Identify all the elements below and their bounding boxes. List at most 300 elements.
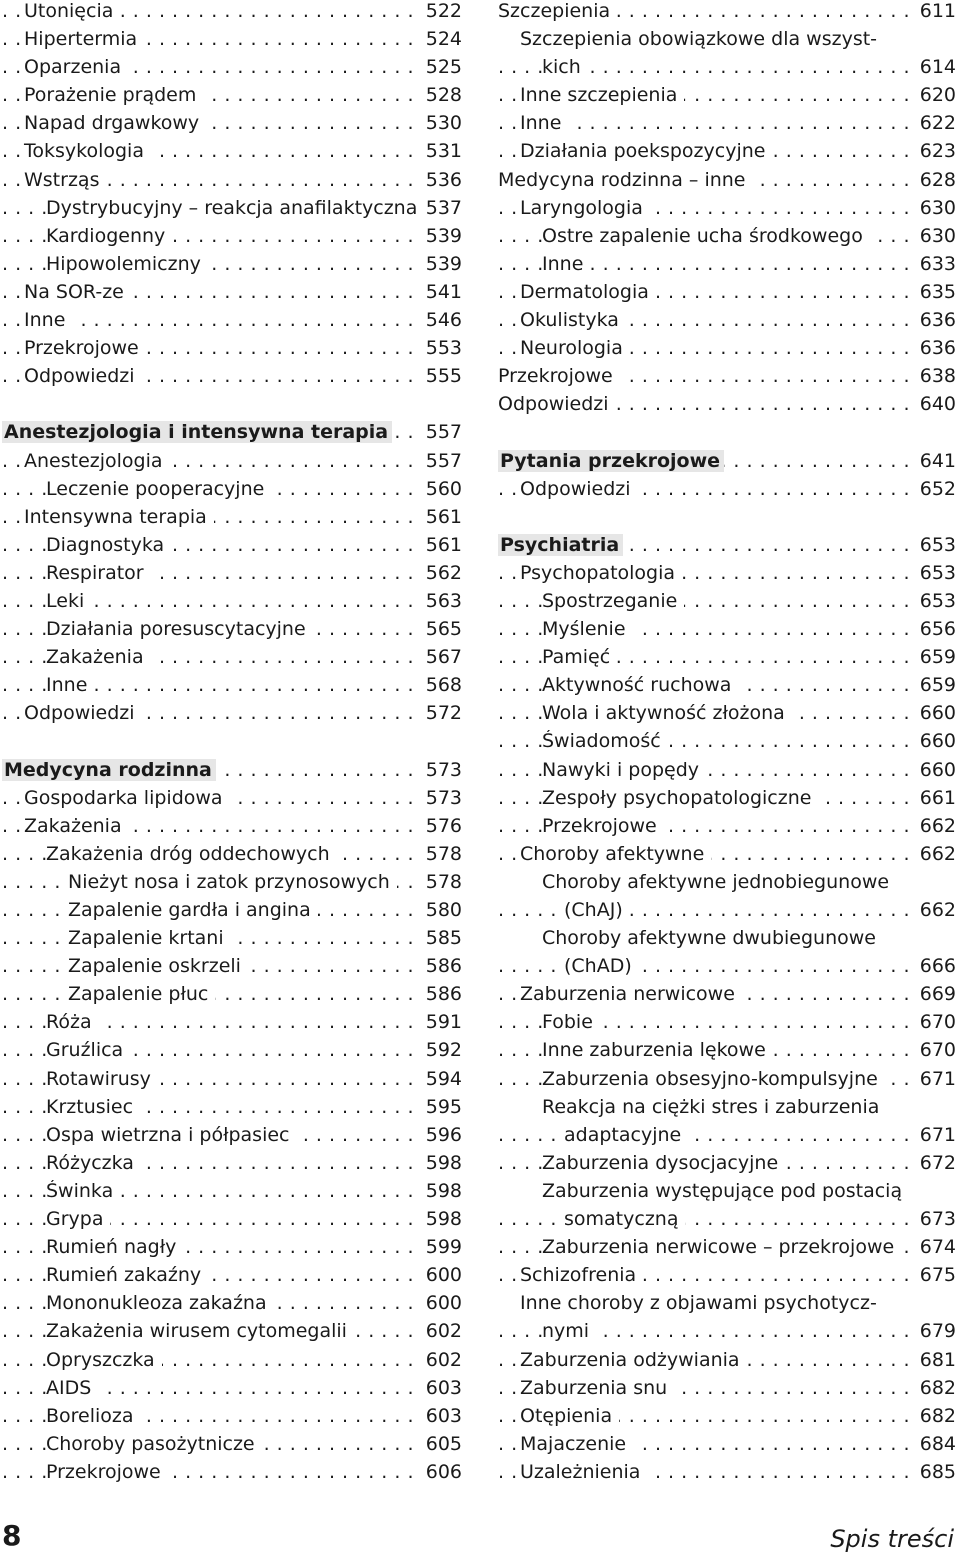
toc-entry	[498, 590, 956, 618]
entry-page-number: 666	[913, 955, 956, 977]
entry-title: adaptacyjne	[564, 1124, 688, 1146]
entry-title: Borelioza	[46, 1405, 141, 1427]
entry-page-number: 653	[913, 590, 956, 612]
toc-entry	[2, 506, 462, 534]
entry-title: Ospa wietrzna i półpasiec	[46, 1124, 296, 1146]
toc-entry	[2, 1349, 462, 1377]
toc-entry	[498, 787, 956, 815]
entry-page-number: 603	[419, 1405, 462, 1427]
chapter-title: Psychiatria	[498, 534, 623, 556]
toc-entry	[498, 393, 956, 421]
entry-title: kich	[542, 56, 588, 78]
entry-title: Zaburzenia nerwicowe – przekrojowe	[542, 1236, 901, 1258]
entry-page-number: 636	[913, 337, 956, 359]
toc-entry	[2, 140, 462, 168]
toc-entry	[2, 197, 462, 225]
entry-title: Róża	[46, 1011, 99, 1033]
toc-entry	[2, 28, 462, 56]
toc-entry	[498, 197, 956, 225]
entry-title: Gospodarka lipidowa	[24, 787, 230, 809]
running-head: Spis treści	[830, 1525, 954, 1553]
entry-title: Zakażenia	[46, 646, 151, 668]
entry-title: Przekrojowe	[46, 1461, 168, 1483]
entry-title: Majaczenie	[520, 1433, 633, 1455]
entry-page-number: 673	[913, 1208, 956, 1230]
toc-entry	[2, 1264, 462, 1292]
entry-title: Rumień nagły	[46, 1236, 183, 1258]
entry-title: Zaburzenia odżywiania	[520, 1349, 747, 1371]
entry-title: Zaburzenia dysocjacyjne	[542, 1152, 785, 1174]
toc-entry	[2, 1236, 462, 1264]
entry-title: Opryszczka	[46, 1349, 162, 1371]
entry-title: Zespoły psychopatologiczne	[542, 787, 818, 809]
entry-page-number: 561	[419, 506, 462, 528]
toc-entry	[498, 1320, 956, 1348]
entry-page-number: 660	[913, 730, 956, 752]
entry-title: (ChAJ)	[564, 899, 630, 921]
toc-entry	[498, 1292, 956, 1320]
entry-page-number: 565	[419, 618, 462, 640]
entry-page-number: 525	[419, 56, 462, 78]
toc-entry	[498, 365, 956, 393]
entry-page-number: 628	[913, 169, 956, 191]
entry-page-number: 659	[913, 674, 956, 696]
entry-title: Zakażenia wirusem cytomegalii	[46, 1320, 354, 1342]
toc-entry	[498, 899, 956, 927]
entry-title: Respirator	[46, 562, 151, 584]
toc-entry	[498, 169, 956, 197]
toc-entry	[498, 674, 956, 702]
entry-page-number: 640	[913, 393, 956, 415]
entry-page-number: 541	[419, 281, 462, 303]
toc-entry	[2, 815, 462, 843]
entry-title: Zaburzenia snu	[520, 1377, 674, 1399]
entry-title: Leczenie pooperacyjne	[46, 478, 271, 500]
toc-entry	[2, 702, 462, 730]
entry-title: Wstrząs	[24, 169, 106, 191]
toc-entry	[2, 1208, 462, 1236]
entry-title: Toksykologia	[24, 140, 151, 162]
entry-page-number: 557	[419, 450, 462, 472]
toc-entry	[2, 618, 462, 646]
entry-page-number: 605	[419, 1433, 462, 1455]
entry-title: Reakcja na ciężki stres i zaburzenia	[542, 1096, 886, 1118]
entry-page-number: 620	[913, 84, 956, 106]
entry-title: Dermatologia	[520, 281, 656, 303]
entry-title: Zaburzenia występujące pod postacią	[542, 1180, 909, 1202]
entry-title: Choroby afektywne dwubiegunowe	[542, 927, 883, 949]
entry-title: Schizofrenia	[520, 1264, 643, 1286]
entry-title: Choroby pasożytnicze	[46, 1433, 262, 1455]
entry-title: Fobie	[542, 1011, 600, 1033]
entry-page-number: 614	[913, 56, 956, 78]
entry-title: Leki	[46, 590, 91, 612]
toc-entry	[2, 787, 462, 815]
entry-page-number: 599	[419, 1236, 462, 1258]
entry-title: Odpowiedzi	[24, 702, 142, 724]
entry-page-number: 630	[913, 225, 956, 247]
toc-entry	[498, 84, 956, 112]
entry-page-number: 674	[913, 1236, 956, 1258]
entry-title: Oparzenia	[24, 56, 128, 78]
entry-title: Inne	[520, 112, 568, 134]
toc-entry	[2, 1152, 462, 1180]
entry-title: Przekrojowe	[24, 337, 146, 359]
entry-page-number: 669	[913, 983, 956, 1005]
entry-title: Intensywna terapia	[24, 506, 214, 528]
toc-entry	[498, 1461, 956, 1489]
entry-page-number: 660	[913, 759, 956, 781]
entry-title: Uzależnienia	[520, 1461, 647, 1483]
entry-page-number: 563	[419, 590, 462, 612]
toc-entry	[2, 84, 462, 112]
toc-entry	[498, 1039, 956, 1067]
entry-page-number: 553	[419, 337, 462, 359]
toc-entry	[498, 1208, 956, 1236]
entry-page-number: 682	[913, 1405, 956, 1427]
entry-page-number: 567	[419, 646, 462, 668]
entry-page-number: 672	[913, 1152, 956, 1174]
entry-page-number: 660	[913, 702, 956, 724]
entry-title: Myślenie	[542, 618, 633, 640]
entry-page-number: 557	[419, 421, 462, 443]
toc-entry	[498, 253, 956, 281]
entry-title: Inne zaburzenia lękowe	[542, 1039, 773, 1061]
entry-page-number: 585	[419, 927, 462, 949]
entry-page-number: 546	[419, 309, 462, 331]
toc-entry	[498, 1405, 956, 1433]
toc-entry	[2, 1096, 462, 1124]
entry-page-number: 586	[419, 983, 462, 1005]
toc-entry	[498, 1377, 956, 1405]
toc-entry	[498, 618, 956, 646]
toc-entry	[498, 1152, 956, 1180]
entry-page-number: 572	[419, 702, 462, 724]
entry-page-number: 576	[419, 815, 462, 837]
entry-page-number: 641	[913, 450, 956, 472]
entry-page-number: 531	[419, 140, 462, 162]
entry-title: Porażenie prądem	[24, 84, 203, 106]
entry-page-number: 633	[913, 253, 956, 275]
toc-entry	[2, 56, 462, 84]
entry-title: Rotawirusy	[46, 1068, 158, 1090]
entry-page-number: 522	[419, 0, 462, 22]
entry-page-number: 670	[913, 1039, 956, 1061]
entry-page-number: 662	[913, 843, 956, 865]
entry-title: Neurologia	[520, 337, 630, 359]
entry-title: Inne	[542, 253, 590, 275]
page-number: 8	[2, 1519, 22, 1552]
entry-title: Choroby afektywne	[520, 843, 711, 865]
toc-entry	[498, 815, 956, 843]
entry-page-number: 562	[419, 562, 462, 584]
toc-entry	[2, 478, 462, 506]
toc-entry	[2, 955, 462, 983]
entry-title: Gruźlica	[46, 1039, 130, 1061]
entry-title: Hipertermia	[24, 28, 144, 50]
toc-entry	[2, 1433, 462, 1461]
toc-entry	[498, 702, 956, 730]
entry-title: Odpowiedzi	[520, 478, 638, 500]
entry-page-number: 539	[419, 253, 462, 275]
toc-chapter-entry	[2, 759, 462, 787]
entry-title: Działania poresuscytacyjne	[46, 618, 313, 640]
toc-entry	[2, 450, 462, 478]
entry-title: Psychopatologia	[520, 562, 682, 584]
toc-entry	[498, 871, 956, 899]
entry-page-number: 606	[419, 1461, 462, 1483]
entry-title: Inne	[46, 674, 94, 696]
entry-title: Grypa	[46, 1208, 110, 1230]
toc-chapter-entry	[2, 421, 462, 449]
toc-entry	[2, 871, 462, 899]
entry-page-number: 670	[913, 1011, 956, 1033]
entry-title: Medycyna rodzinna – inne	[498, 169, 753, 191]
toc-entry	[498, 955, 956, 983]
entry-page-number: 675	[913, 1264, 956, 1286]
entry-title: Okulistyka	[520, 309, 626, 331]
entry-title: Zapalenie oskrzeli	[68, 955, 248, 977]
entry-title: Kardiogenny	[46, 225, 172, 247]
toc-entry	[498, 927, 956, 955]
toc-entry	[2, 983, 462, 1011]
entry-title: Nieżyt nosa i zatok przynosowych	[68, 871, 397, 893]
toc-entry	[498, 1236, 956, 1264]
entry-page-number: 561	[419, 534, 462, 556]
entry-title: Hipowolemiczny	[46, 253, 208, 275]
entry-title: Nawyki i popędy	[542, 759, 706, 781]
entry-title: Napad drgawkowy	[24, 112, 206, 134]
entry-page-number: 659	[913, 646, 956, 668]
toc-entry	[2, 1011, 462, 1039]
entry-title: Krztusiec	[46, 1096, 140, 1118]
entry-page-number: 652	[913, 478, 956, 500]
entry-title: Szczepienia obowiązkowe dla wszyst-	[520, 28, 884, 50]
entry-page-number: 580	[419, 899, 462, 921]
entry-title: Pamięć	[542, 646, 617, 668]
toc-entry	[498, 28, 956, 56]
toc-entry	[498, 225, 956, 253]
toc-entry	[498, 309, 956, 337]
entry-title: Przekrojowe	[498, 365, 620, 387]
entry-title: Na SOR-ze	[24, 281, 131, 303]
toc-entry	[2, 225, 462, 253]
entry-page-number: 635	[913, 281, 956, 303]
toc-entry	[2, 169, 462, 197]
entry-page-number: 573	[419, 787, 462, 809]
entry-title: Zaburzenia nerwicowe	[520, 983, 742, 1005]
entry-page-number: 653	[913, 562, 956, 584]
toc-entry	[2, 1320, 462, 1348]
toc-entry	[2, 337, 462, 365]
toc-entry	[498, 1264, 956, 1292]
toc-entry	[2, 309, 462, 337]
entry-page-number: 661	[913, 787, 956, 809]
toc-entry	[498, 1433, 956, 1461]
entry-page-number: 622	[913, 112, 956, 134]
entry-title: Inne	[24, 309, 72, 331]
entry-title: Laryngologia	[520, 197, 650, 219]
entry-title: Anestezjologia	[24, 450, 170, 472]
toc-entry	[2, 843, 462, 871]
entry-title: Działania poekspozycyjne	[520, 140, 772, 162]
entry-page-number: 568	[419, 674, 462, 696]
toc-entry	[2, 1068, 462, 1096]
entry-page-number: 586	[419, 955, 462, 977]
entry-page-number: 592	[419, 1039, 462, 1061]
entry-page-number: 603	[419, 1377, 462, 1399]
entry-title: AIDS	[46, 1377, 98, 1399]
entry-page-number: 600	[419, 1292, 462, 1314]
toc-entry	[498, 646, 956, 674]
toc-entry	[498, 1068, 956, 1096]
entry-page-number: 630	[913, 197, 956, 219]
entry-title: Diagnostyka	[46, 534, 171, 556]
entry-title: Przekrojowe	[542, 815, 664, 837]
entry-page-number: 524	[419, 28, 462, 50]
toc-entry	[2, 1039, 462, 1067]
entry-title: Zapalenie gardła i angina	[68, 899, 318, 921]
toc-entry	[498, 983, 956, 1011]
entry-page-number: 679	[913, 1320, 956, 1342]
entry-page-number: 600	[419, 1264, 462, 1286]
toc-entry	[498, 478, 956, 506]
toc-entry	[2, 1377, 462, 1405]
entry-page-number: 656	[913, 618, 956, 640]
entry-page-number: 662	[913, 815, 956, 837]
entry-title: Rumień zakaźny	[46, 1264, 208, 1286]
toc-chapter-entry	[498, 534, 956, 562]
toc-entry	[2, 590, 462, 618]
entry-page-number: 602	[419, 1349, 462, 1371]
entry-title: Różyczka	[46, 1152, 141, 1174]
entry-page-number: 578	[419, 843, 462, 865]
chapter-title: Anestezjologia i intensywna terapia	[2, 421, 392, 443]
chapter-title: Medycyna rodzinna	[2, 759, 216, 781]
toc-entry	[498, 1180, 956, 1208]
toc-entry	[498, 56, 956, 84]
entry-page-number: 671	[913, 1124, 956, 1146]
entry-title: Zaburzenia obsesyjno-kompulsyjne	[542, 1068, 885, 1090]
toc-entry	[2, 365, 462, 393]
entry-page-number: 662	[913, 899, 956, 921]
entry-page-number: 536	[419, 169, 462, 191]
entry-page-number: 636	[913, 309, 956, 331]
toc-entry	[2, 253, 462, 281]
entry-title: Świnka	[46, 1180, 120, 1202]
entry-page-number: 591	[419, 1011, 462, 1033]
entry-page-number: 528	[419, 84, 462, 106]
toc-entry	[498, 1096, 956, 1124]
entry-page-number: 537	[419, 197, 462, 219]
toc-entry	[498, 562, 956, 590]
entry-title: Choroby afektywne jednobiegunowe	[542, 871, 896, 893]
toc-entry	[2, 1180, 462, 1208]
toc-column-right	[498, 0, 956, 1489]
toc-column-left	[2, 0, 462, 1489]
toc-entry	[2, 1292, 462, 1320]
entry-title: Zapalenie krtani	[68, 927, 231, 949]
toc-entry	[2, 534, 462, 562]
toc-entry	[2, 1124, 462, 1152]
entry-page-number: 596	[419, 1124, 462, 1146]
toc-entry	[2, 281, 462, 309]
entry-page-number: 682	[913, 1377, 956, 1399]
entry-page-number: 611	[913, 0, 956, 22]
toc-entry	[2, 674, 462, 702]
entry-page-number: 598	[419, 1180, 462, 1202]
entry-page-number: 555	[419, 365, 462, 387]
entry-title: Zakażenia	[24, 815, 129, 837]
entry-page-number: 530	[419, 112, 462, 134]
toc-entry	[498, 112, 956, 140]
entry-page-number: 594	[419, 1068, 462, 1090]
entry-title: Wola i aktywność złożona	[542, 702, 792, 724]
entry-page-number: 671	[913, 1068, 956, 1090]
toc-entry	[498, 759, 956, 787]
toc-entry	[498, 1011, 956, 1039]
entry-title: Otępienia	[520, 1405, 619, 1427]
entry-page-number: 684	[913, 1433, 956, 1455]
toc-entry	[498, 1349, 956, 1377]
toc-chapter-entry	[498, 450, 956, 478]
toc-entry	[498, 730, 956, 758]
toc-entry	[2, 1405, 462, 1433]
entry-title: Spostrzeganie	[542, 590, 684, 612]
entry-title: Inne choroby z objawami psychotycz-	[520, 1292, 884, 1314]
entry-title: Zapalenie płuc	[68, 983, 215, 1005]
entry-title: Mononukleoza zakaźna	[46, 1292, 274, 1314]
entry-page-number: 623	[913, 140, 956, 162]
entry-title: Świadomość	[542, 730, 668, 752]
entry-page-number: 681	[913, 1349, 956, 1371]
entry-title: Szczepienia	[498, 0, 617, 22]
entry-page-number: 595	[419, 1096, 462, 1118]
toc-entry	[498, 281, 956, 309]
toc-entry	[2, 562, 462, 590]
toc-entry	[2, 927, 462, 955]
entry-title: Inne szczepienia	[520, 84, 684, 106]
entry-title: somatyczną	[564, 1208, 685, 1230]
entry-title: Utonięcia	[24, 0, 120, 22]
chapter-title: Pytania przekrojowe	[498, 450, 724, 472]
entry-title: (ChAD)	[564, 955, 639, 977]
toc-entry	[498, 0, 956, 28]
toc-entry	[2, 112, 462, 140]
entry-page-number: 578	[419, 871, 462, 893]
toc-entry	[2, 646, 462, 674]
entry-page-number: 653	[913, 534, 956, 556]
entry-title: Odpowiedzi	[24, 365, 142, 387]
entry-page-number: 598	[419, 1152, 462, 1174]
entry-page-number: 602	[419, 1320, 462, 1342]
entry-page-number: 685	[913, 1461, 956, 1483]
entry-title: Odpowiedzi	[498, 393, 616, 415]
entry-title: Dystrybucyjny – reakcja anafilaktyczna	[46, 197, 424, 219]
entry-title: nymi	[542, 1320, 596, 1342]
toc-entry	[498, 1124, 956, 1152]
toc-entry	[498, 140, 956, 168]
entry-page-number: 598	[419, 1208, 462, 1230]
entry-title: Ostre zapalenie ucha środkowego	[542, 225, 870, 247]
entry-page-number: 560	[419, 478, 462, 500]
toc-entry	[2, 0, 462, 28]
toc-entry	[2, 1461, 462, 1489]
entry-title: Aktywność ruchowa	[542, 674, 738, 696]
entry-page-number: 638	[913, 365, 956, 387]
entry-title: Zakażenia dróg oddechowych	[46, 843, 337, 865]
entry-page-number: 539	[419, 225, 462, 247]
